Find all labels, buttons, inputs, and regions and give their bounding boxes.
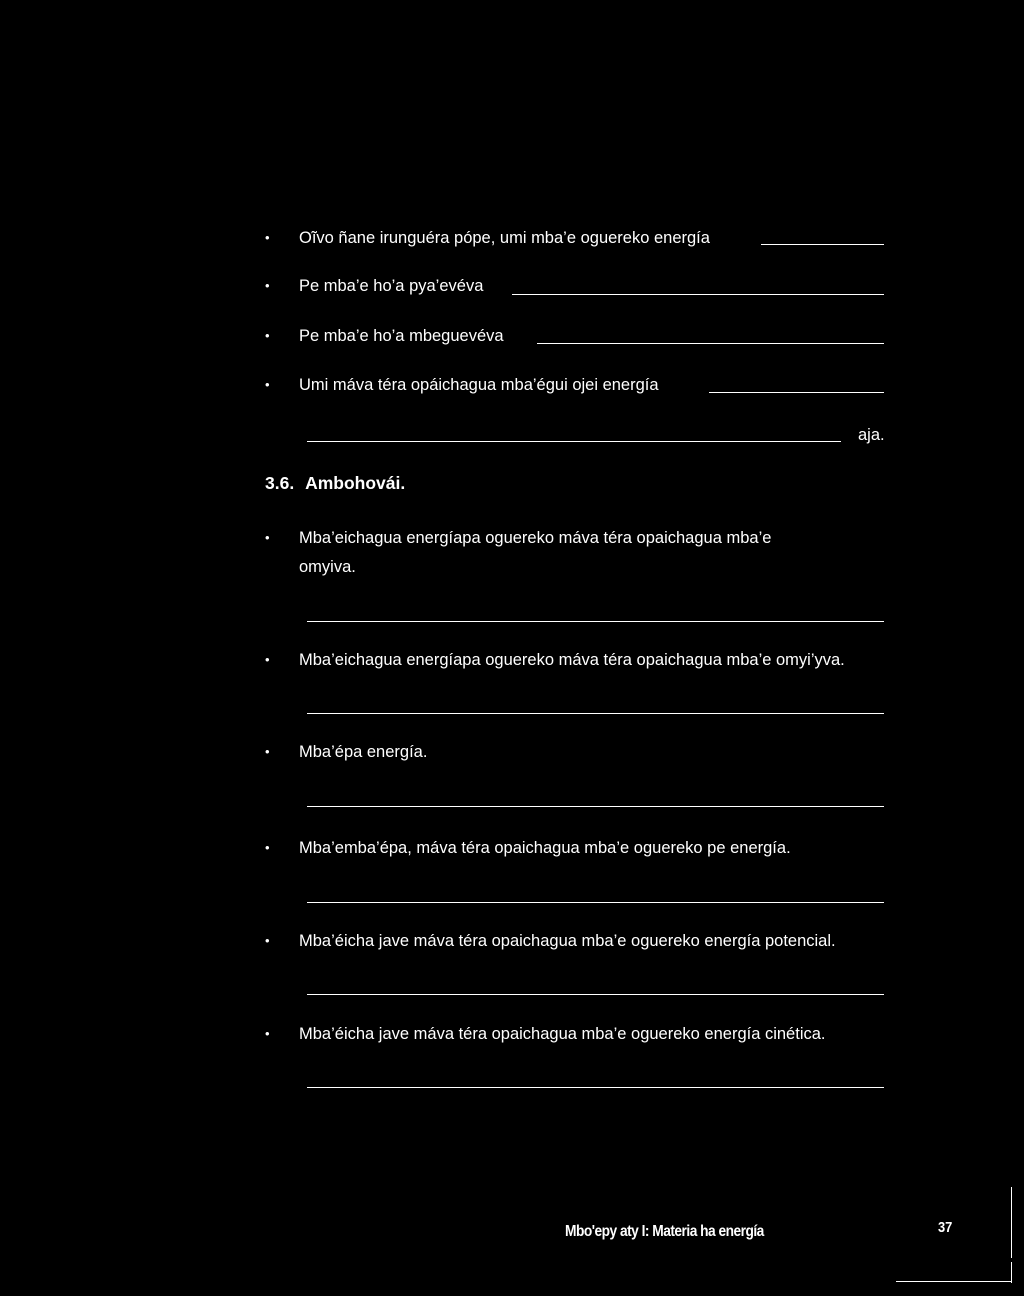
answer-suffix: aja. [858, 426, 885, 444]
bullet: • [265, 278, 270, 293]
footer-rule [896, 1281, 992, 1282]
answer-line[interactable] [307, 441, 841, 442]
bullet: • [265, 230, 270, 245]
question-text: Mba’emba’épa, máva téra opaichagua mba’e oguereko pe energía. [299, 839, 791, 857]
answer-line[interactable] [307, 621, 884, 622]
bullet: • [265, 652, 270, 667]
question-text: Mba’éicha jave máva téra opaichagua mba’e oguereko energía cinética. [299, 1025, 826, 1043]
list-item-text: Pe mba’e ho’a pya’evéva [299, 277, 484, 295]
bullet: • [265, 744, 270, 759]
bullet: • [265, 530, 270, 545]
answer-line[interactable] [307, 1087, 884, 1088]
answer-line[interactable] [709, 392, 884, 393]
list-item-text: Oĩvo ñane irunguéra pópe, umi mba’e oguereko energía [299, 229, 710, 247]
bullet: • [265, 377, 270, 392]
question-text: Mba’épa energía. [299, 743, 428, 761]
answer-line[interactable] [537, 343, 884, 344]
bullet: • [265, 1026, 270, 1041]
list-item-text: Umi máva téra opáichagua mba’égui ojei energía [299, 376, 659, 394]
question-text: Mba’eichagua energíapa oguereko máva téra opaichagua mba’e [299, 529, 772, 547]
footer-divider [1011, 1187, 1012, 1258]
question-text: Mba’éicha jave máva téra opaichagua mba’e oguereko energía potencial. [299, 932, 836, 950]
question-text-continued: omyiva. [299, 558, 356, 576]
section-number: 3.6. [265, 473, 295, 493]
footer-corner-mark [1011, 1262, 1012, 1283]
footer-title: Mbo'epy aty I: Materia ha energía [565, 1223, 764, 1240]
footer-rule-end [992, 1281, 1012, 1282]
section-title: Ambohovái. [305, 473, 406, 493]
answer-line[interactable] [307, 713, 884, 714]
question-text: Mba’eichagua energíapa oguereko máva téra opaichagua mba’e omyi’yva. [299, 651, 845, 669]
answer-line[interactable] [307, 902, 884, 903]
bullet: • [265, 328, 270, 343]
page-number: 37 [938, 1219, 953, 1236]
answer-line[interactable] [761, 244, 884, 245]
answer-line[interactable] [512, 294, 884, 295]
list-item-text: Pe mba’e ho’a mbeguevéva [299, 327, 504, 345]
answer-line[interactable] [307, 994, 884, 995]
section-heading [265, 473, 405, 493]
answer-line[interactable] [307, 806, 884, 807]
bullet: • [265, 840, 270, 855]
bullet: • [265, 933, 270, 948]
